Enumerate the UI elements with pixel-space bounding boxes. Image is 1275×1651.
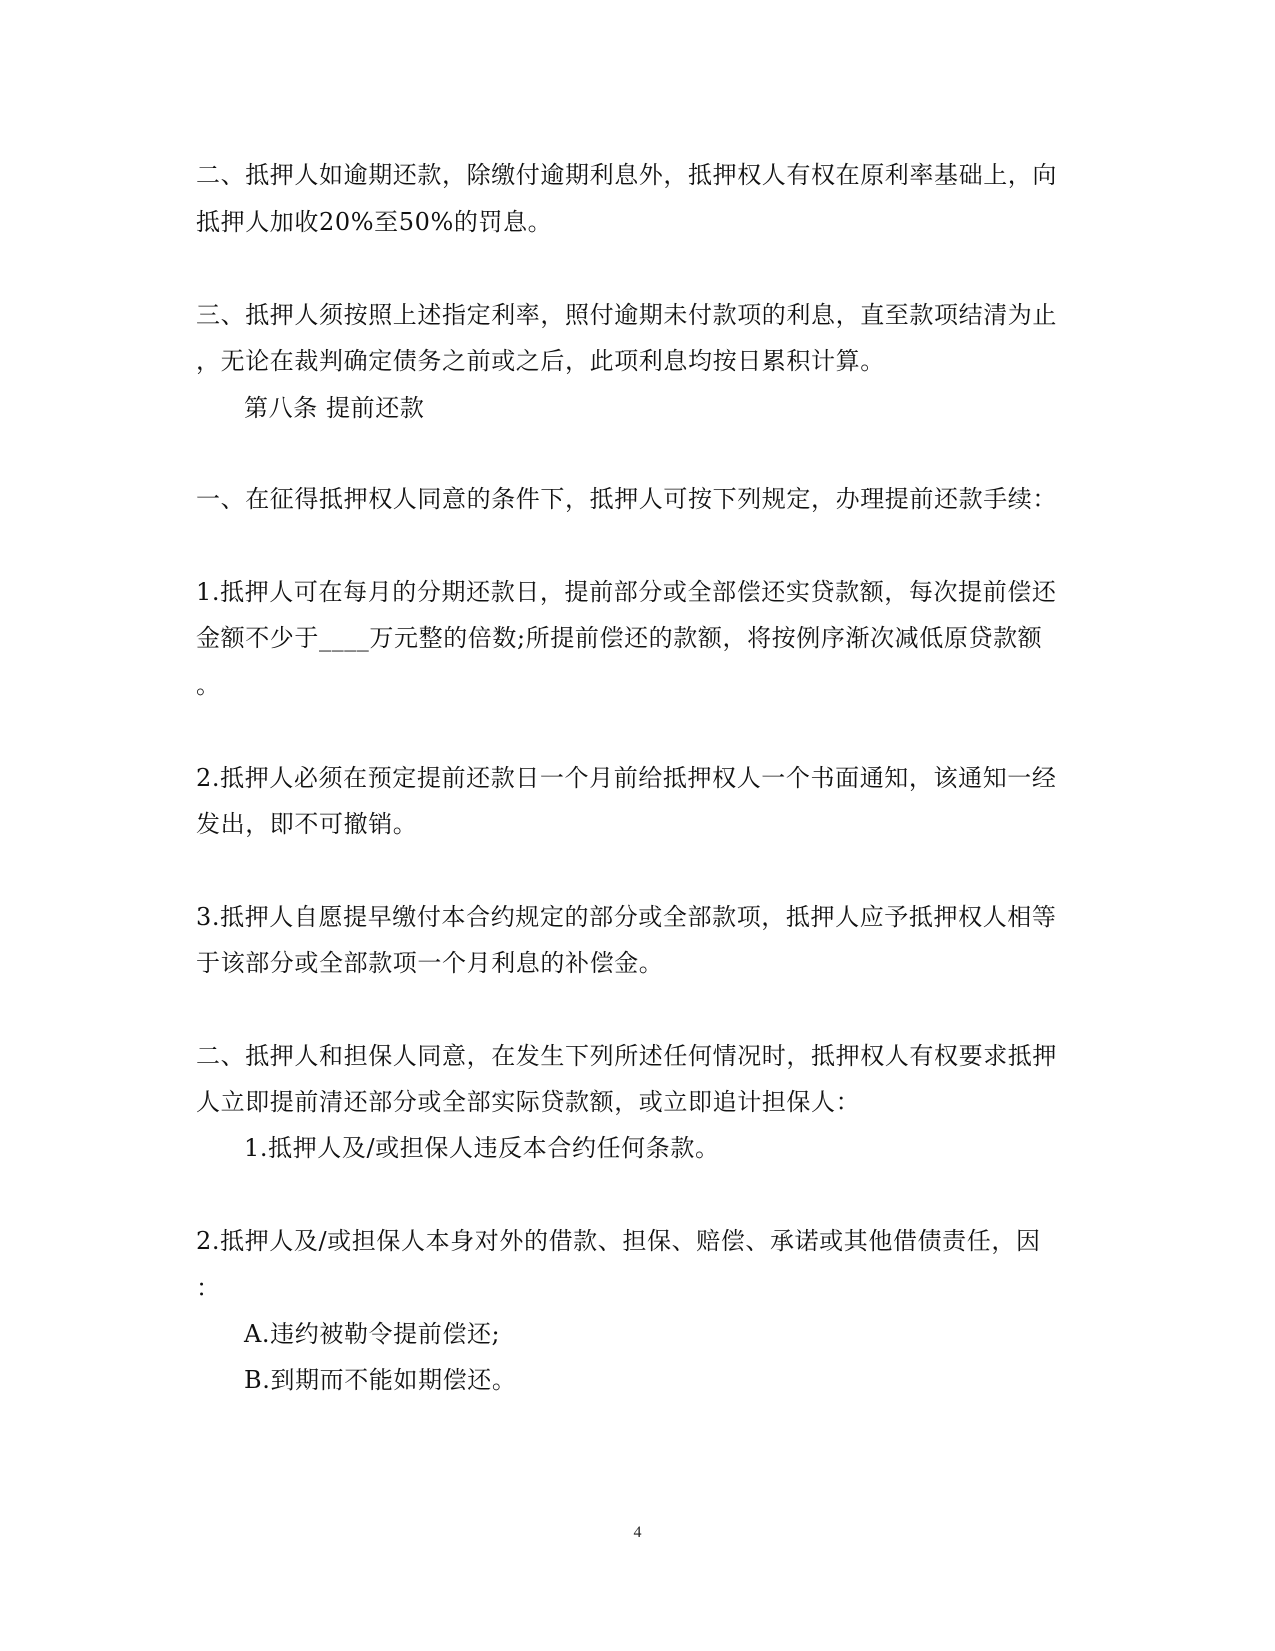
text-line: 二、抵押人如逾期还款，除缴付逾期利息外，抵押权人有权在原利率基础上，向	[196, 161, 1057, 189]
page-number: 4	[633, 1524, 642, 1541]
text-line: A.违约被勒令提前偿还;	[244, 1320, 501, 1348]
text-line: ，无论在裁判确定债务之前或之后，此项利息均按日累积计算。	[196, 347, 885, 375]
text-line: 1.抵押人及/或担保人违反本合约任何条款。	[244, 1134, 720, 1162]
text-line: ：	[196, 1274, 221, 1302]
text-line: 3.抵押人自愿提早缴付本合约规定的部分或全部款项，抵押人应予抵押权人相等	[196, 903, 1057, 931]
text-line: 发出，即不可撤销。	[196, 810, 418, 838]
text-line: 于该部分或全部款项一个月利息的补偿金。	[196, 949, 664, 977]
section-heading: 第八条 提前还款	[244, 394, 425, 422]
text-line: 三、抵押人须按照上述指定利率，照付逾期未付款项的利息，直至款项结清为止	[196, 301, 1057, 329]
text-line: 金额不少于____万元整的倍数;所提前偿还的款额，将按例序渐次减低原贷款额	[196, 624, 1043, 652]
text-line: B.到期而不能如期偿还。	[244, 1366, 517, 1394]
text-line: 。	[196, 671, 221, 699]
text-line: 人立即提前清还部分或全部实际贷款额，或立即追计担保人：	[196, 1088, 861, 1116]
text-line: 抵押人加收20%至50%的罚息。	[196, 208, 553, 236]
text-line: 一、在征得抵押权人同意的条件下，抵押人可按下列规定，办理提前还款手续：	[196, 485, 1057, 513]
text-line: 1.抵押人可在每月的分期还款日，提前部分或全部偿还实贷款额，每次提前偿还	[196, 578, 1057, 606]
text-line: 2.抵押人及/或担保人本身对外的借款、担保、赔偿、承诺或其他借债责任，因	[196, 1227, 1041, 1255]
text-line: 2.抵押人必须在预定提前还款日一个月前给抵押权人一个书面通知，该通知一经	[196, 764, 1057, 792]
text-line: 二、抵押人和担保人同意，在发生下列所述任何情况时，抵押权人有权要求抵押	[196, 1042, 1057, 1070]
